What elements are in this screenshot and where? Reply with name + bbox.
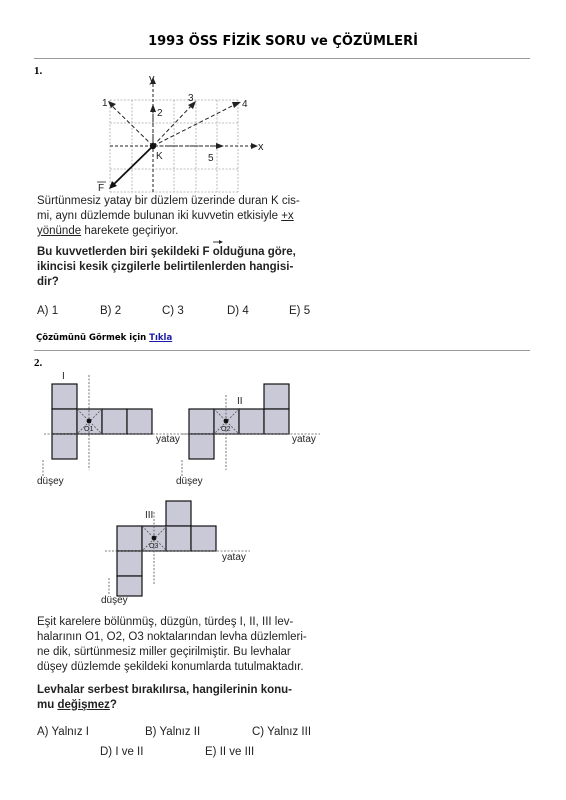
q2-option-b: B) Yalnız II — [145, 726, 201, 738]
q1-option-b: B) 2 — [100, 305, 122, 317]
point-label-o1: O1 — [84, 426, 94, 433]
force-label-f: F — [98, 183, 105, 194]
q1-text-line-3: yönünde harekete geçiriyor. — [37, 225, 179, 237]
x-axis-label: x — [258, 141, 264, 153]
point-label-o3: O3 — [149, 543, 159, 550]
horizontal-label-3: yatay — [222, 552, 246, 563]
vector-label-3: 3 — [188, 93, 194, 104]
point-label-o2: O2 — [221, 426, 231, 433]
plate-label-3: III — [145, 510, 154, 521]
vector-label-2: 2 — [157, 108, 163, 119]
point-label-k: K — [156, 151, 163, 162]
q2-question-line-1: Levhalar serbest bırakılırsa, hangilerinin konu- — [37, 684, 292, 696]
q2-option-a: A) Yalnız I — [37, 726, 89, 738]
q1-text-line-1: Sürtünmesiz yatay bir düzlem üzerinde duran K cis- — [37, 195, 300, 207]
q2-option-c: C) Yalnız III — [252, 726, 312, 738]
q1-option-a: A) 1 — [37, 305, 59, 317]
q2-text-line-3: ne dik, sürtünmesiz miller geçirilmiştir. Bu levhalar — [37, 646, 291, 658]
page-title: 1993 ÖSS FİZİK SORU ve ÇÖZÜMLERİ — [148, 34, 418, 49]
horizontal-label-2: yatay — [292, 434, 316, 445]
vector-label-4: 4 — [242, 99, 248, 110]
plate-label-1: I — [62, 371, 65, 382]
vector-label-5: 5 — [208, 153, 214, 164]
vertical-label-2: düşey — [176, 476, 203, 487]
q2-text-line-1: Eşit karelere bölünmüş, düzgün, türdeş I, II, III lev- — [37, 616, 294, 628]
q1-question-line-1: Bu kuvvetlerden biri şekildeki F olduğuna göre, — [37, 246, 296, 258]
horizontal-label-1: yatay — [156, 434, 180, 445]
solution-link[interactable]: Tıkla — [149, 333, 173, 343]
q1-question-line-3: dir? — [37, 276, 59, 288]
q1-option-c: C) 3 — [162, 305, 184, 317]
q2-option-e: E) II ve III — [205, 746, 255, 758]
q2-question-line-2: mu değişmez? — [37, 699, 117, 711]
vertical-label-1: düşey — [37, 476, 64, 487]
q1-option-d: D) 4 — [227, 305, 249, 317]
q1-option-e: E) 5 — [289, 305, 311, 317]
q2-text-line-4: düşey düzlemde şekildeki konumlarda tutulmaktadır. — [37, 661, 304, 673]
vector-label-1: 1 — [102, 98, 108, 109]
q2-text-line-2: halarının O1, O2, O3 noktalarından levha düzlemleri- — [37, 631, 307, 643]
q1-text-line-2: mi, aynı düzlemde bulunan iki kuvvetin etkisiyle +x — [37, 210, 294, 222]
question-1-number: 1. — [34, 65, 43, 77]
plate-label-2: II — [237, 396, 243, 407]
vertical-label-3: düşey — [101, 595, 128, 606]
q2-option-d: D) I ve II — [100, 746, 144, 758]
solution-line: Çözümünü Görmek için Tıkla — [36, 333, 173, 343]
q1-question-line-2: ikincisi kesik çizgilerle belirtilenlerden hangisi- — [37, 261, 294, 273]
y-axis-label: y — [149, 73, 155, 85]
question-2-number: 2. — [34, 357, 43, 369]
